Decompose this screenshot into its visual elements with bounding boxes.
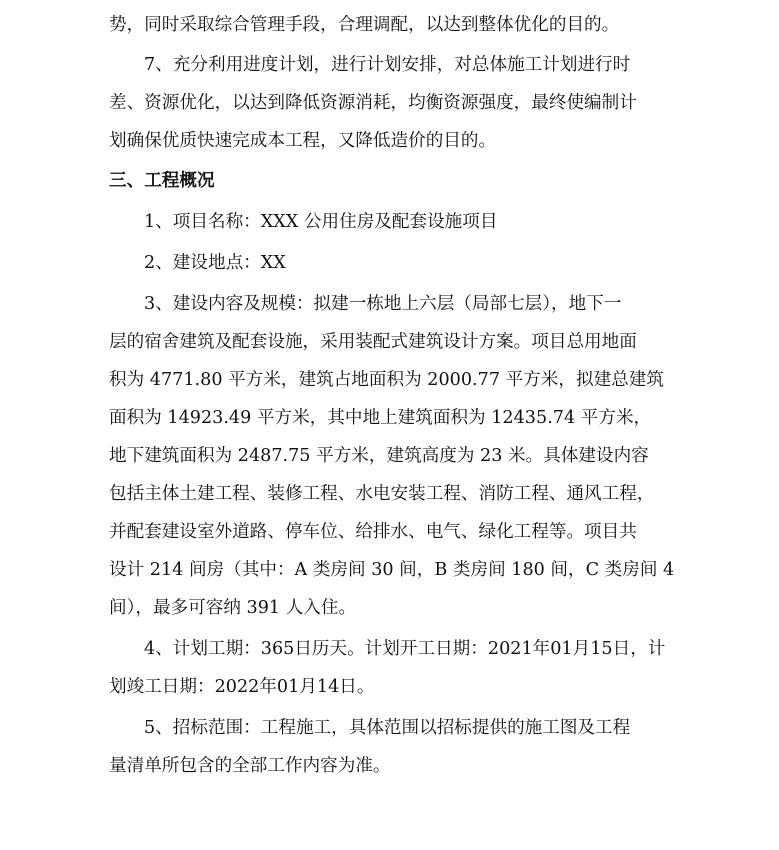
paragraph-schedule — [109, 630, 669, 706]
text-line: 4、计划工期：365日历天。计划开工日期：2021年01月15日，计 — [144, 639, 666, 659]
text-line: 积为 4771.80 平方米，建筑占地面积为 2000.77 平方米，拟建总建筑 — [109, 370, 664, 390]
text-line: 划竣工日期：2022年01月14日。 — [109, 677, 375, 697]
paragraph-intro-end — [109, 6, 669, 44]
text-line: 间），最多可容纳 391 人入住。 — [109, 598, 357, 618]
text-line: 设计 214 间房（其中：A 类房间 30 间，B 类房间 180 间，C 类房间 4 — [109, 560, 675, 580]
text-line: 7、充分利用进度计划，进行计划安排，对总体施工计划进行时 — [144, 55, 631, 75]
text-line: 并配套建设室外道路、停车位、给排水、电气、绿化工程等。项目共 — [109, 522, 637, 542]
text-line: 5、招标范围：工程施工，具体范围以招标提供的施工图及工程 — [144, 718, 631, 738]
text-line: 3、建设内容及规模：拟建一栋地上六层（局部七层），地下一 — [144, 294, 622, 314]
paragraph-bid-scope — [109, 709, 669, 785]
paragraph-scope — [109, 285, 675, 627]
paragraph-location: 2、建设地点：XX — [144, 253, 286, 273]
text-line: 差、资源优化，以达到降低资源消耗，均衡资源强度，最终使编制计 — [109, 93, 637, 113]
text-line: 划确保优质快速完成本工程，又降低造价的目的。 — [109, 131, 497, 151]
text-line: 量清单所包含的全部工作内容为准。 — [109, 756, 391, 776]
text-line: 势，同时采取综合管理手段，合理调配，以达到整体优化的目的。 — [109, 15, 620, 35]
text-line: 包括主体土建工程、装修工程、水电安装工程、消防工程、通风工程， — [109, 484, 655, 504]
text-line: 层的宿舍建筑及配套设施，采用装配式建筑设计方案。项目总用地面 — [109, 332, 637, 352]
paragraph-item-7 — [109, 46, 669, 160]
text-line: 地下建筑面积为 2487.75 平方米，建筑高度为 23 米。具体建设内容 — [109, 446, 649, 466]
paragraph-project-name: 1、项目名称：XXX 公用住房及配套设施项目 — [144, 212, 498, 232]
text-line: 面积为 14923.49 平方米，其中地上建筑面积为 12435.74 平方米， — [109, 408, 652, 428]
document-body — [109, 6, 675, 785]
section-heading: 三、工程概况 — [109, 170, 215, 191]
